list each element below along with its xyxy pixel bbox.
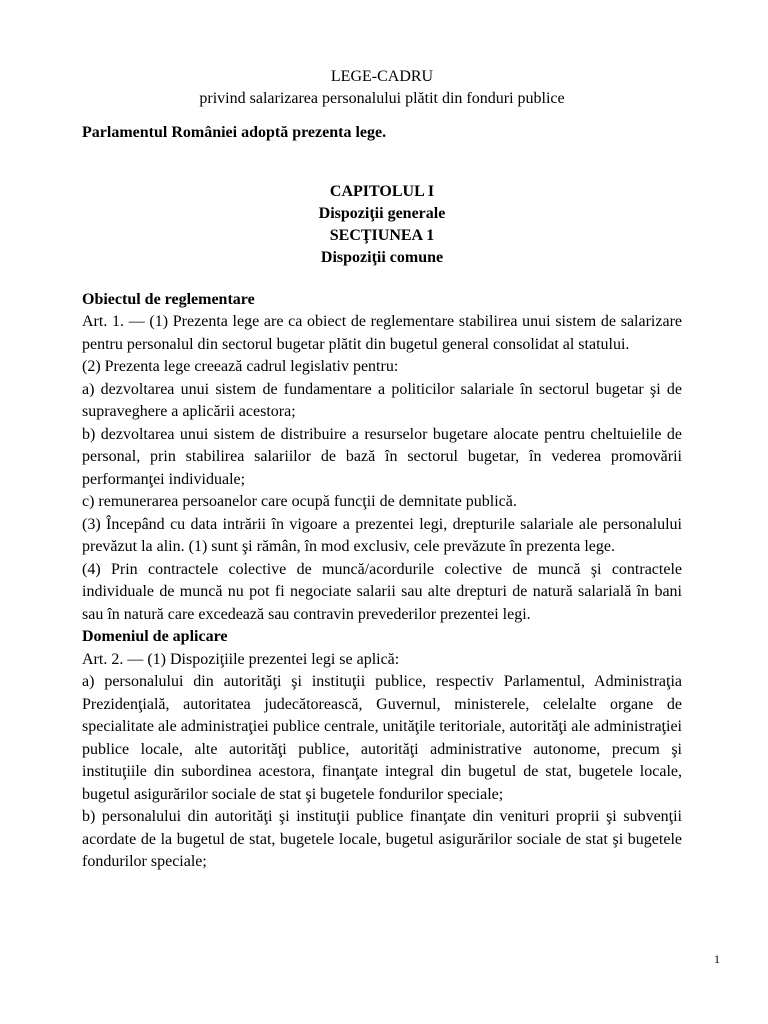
- chapter-label: CAPITOLUL I: [329, 183, 435, 200]
- chapter-name: Dispoziţii generale: [318, 205, 446, 222]
- paragraph-art1-2a: a) dezvoltarea unui sistem de fundamentare a politicilor salariale în sectorul bugetar şi de supraveghere a aplicării acestora;: [82, 380, 682, 420]
- section-name: Dispoziţii comune: [320, 249, 444, 266]
- document-page: [82, 66, 682, 874]
- adoption-statement: Parlamentul României adoptă prezenta lege.: [82, 124, 387, 141]
- heading-domeniu: Domeniul de aplicare: [82, 628, 228, 645]
- page-number: 1: [714, 952, 720, 966]
- document-subtitle: privind salarizarea personalului plătit din fonduri publice: [199, 90, 565, 107]
- paragraph-art2-1: Art. 2. — (1) Dispoziţiile prezentei legi se aplică:: [82, 650, 400, 668]
- paragraph-art1-2c: c) remunerarea persoanelor care ocupă funcţii de demnitate publică.: [82, 493, 517, 510]
- paragraph-art2-1a: a) personalului din autorităţi şi instituţii publice, respectiv Parlamentul, Administraţia Prezidenţială, autoritatea judecătorească, Guvernul, ministerele, celelalte organe de specialitate ale administraţiei publice centrale, unităţile teritoriale, autorităţi ale administraţiei publice locale, alte autorităţi publice, autorităţi administrative autonome, precum şi instituţiile din subordinea acestora, finanţate integral din bugetul de stat, bugetele locale, bugetul asigurărilor sociale de stat şi bugetele fondurilor speciale;: [82, 673, 682, 803]
- paragraph-art1-1: Art. 1. — (1) Prezenta lege are ca obiect de reglementare stabilirea unui sistem de salarizare pentru personalul din sectorul bugetar plătit din bugetul general consolidat al statului.: [82, 313, 682, 353]
- paragraph-art1-4: (4) Prin contractele colective de muncă/acordurile colective de muncă şi contractele individuale de muncă nu pot fi negociate salarii sau alte drepturi de natură salarială în bani sau în natură care excedează sau contravin prevederilor prezentei legi.: [82, 560, 682, 623]
- document-title: LEGE-CADRU: [330, 68, 434, 85]
- section-label: SECŢIUNEA 1: [329, 227, 435, 244]
- heading-obiect: Obiectul de reglementare: [82, 291, 255, 308]
- paragraph-art1-2: (2) Prezenta lege creează cadrul legislativ pentru:: [82, 358, 399, 375]
- paragraph-art1-2b: b) dezvoltarea unui sistem de distribuire a resurselor bugetare alocate pentru cheltuielile de personal, prin stabilirea salariilor de bază în sectorul bugetar, în vederea promovării performanţei individuale;: [82, 425, 682, 488]
- paragraph-art2-1b: b) personalului din autorităţi şi instituţii publice finanţate din venituri proprii şi subvenţii acordate de la bugetul de stat, bugetele locale, bugetul asigurărilor sociale de stat şi bugetele fondurilor speciale;: [82, 808, 682, 870]
- paragraph-art1-3: (3) Începând cu data intrării în vigoare a prezentei legi, drepturile salariale ale personalului prevăzut la alin. (1) sunt şi rămân, în mod exclusiv, cele prevăzute în prezenta lege.: [82, 515, 682, 555]
